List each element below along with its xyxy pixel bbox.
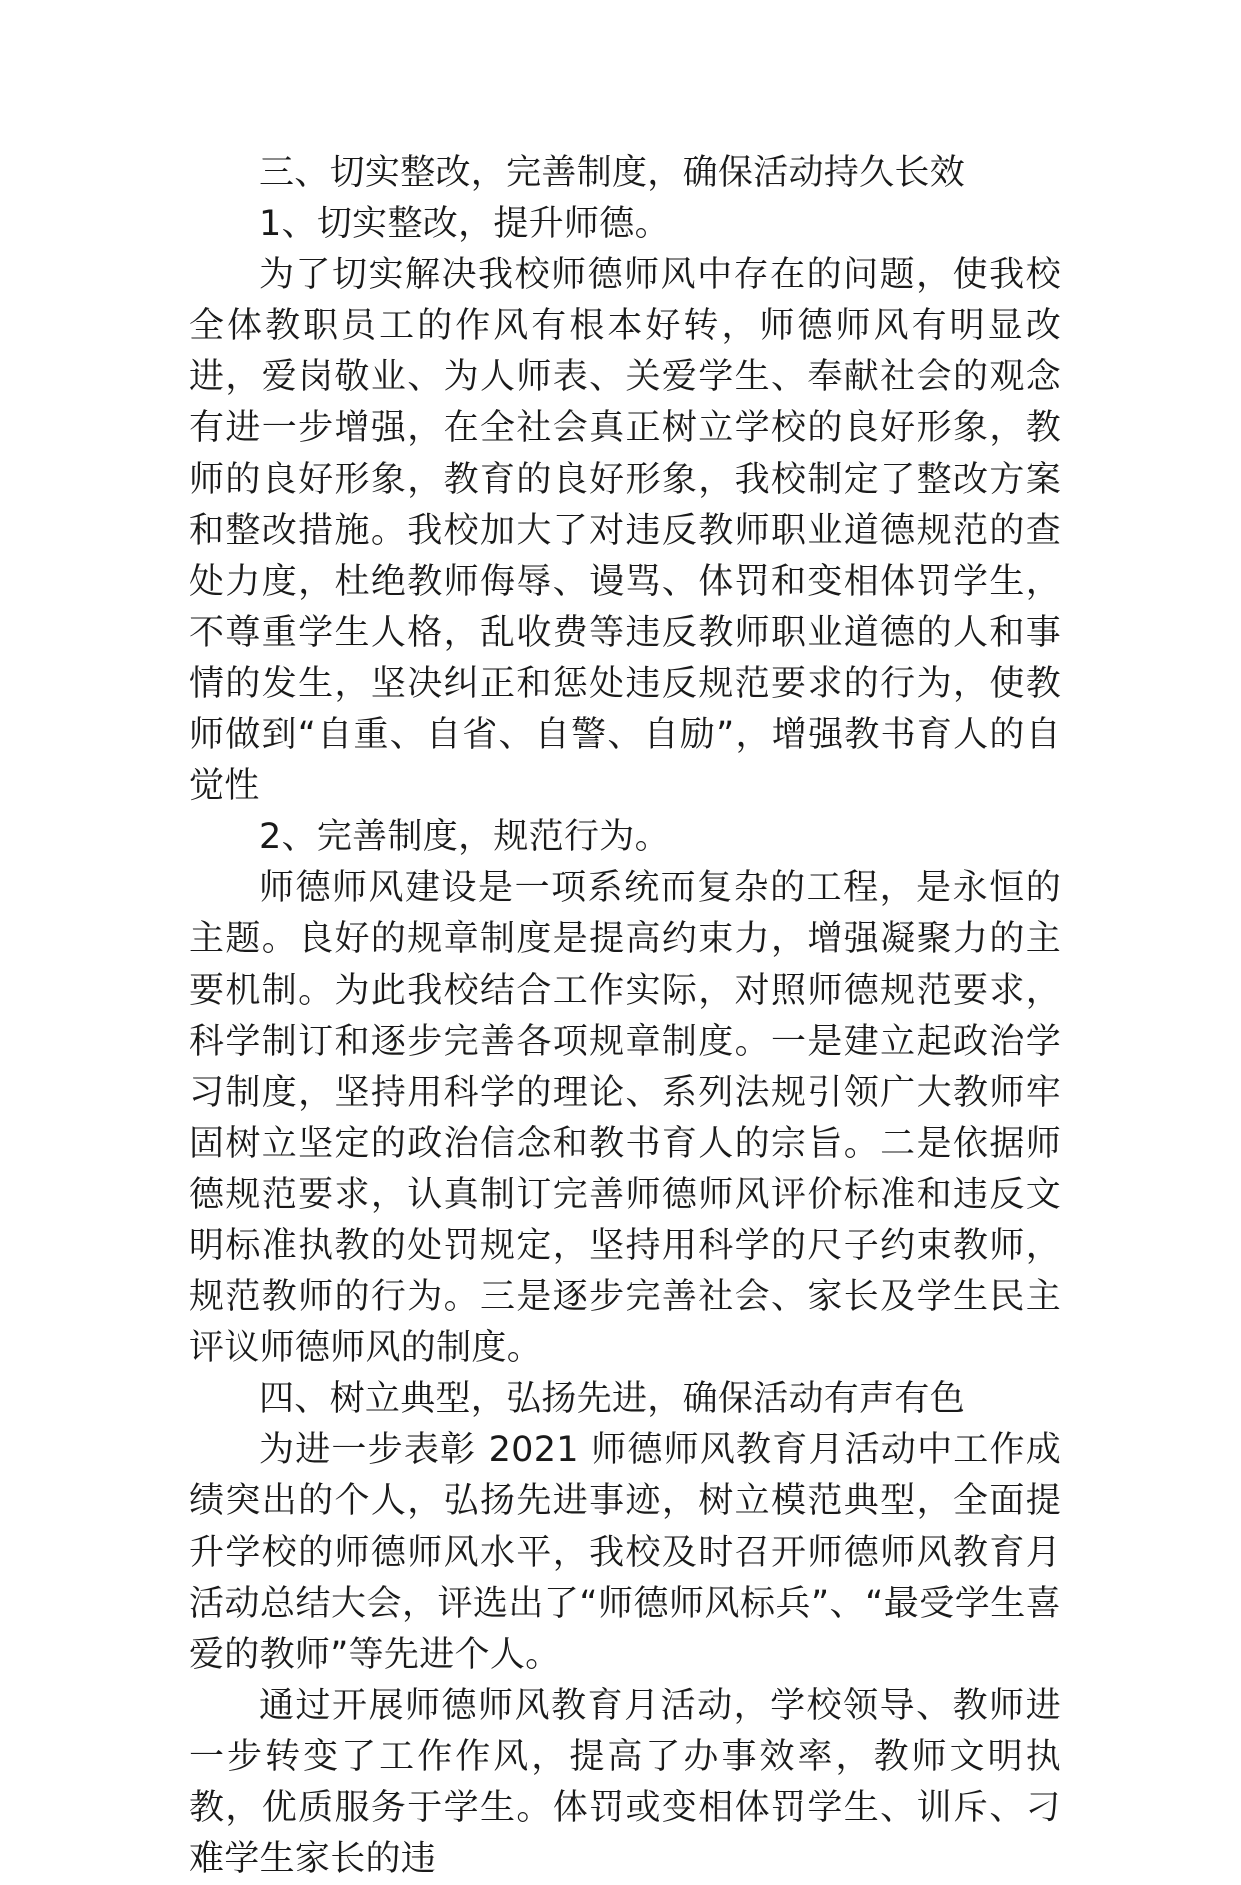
subheading-rectify: 1、切实整改，提升师德。 [259, 204, 670, 245]
body-paragraph-rectify: 为了切实解决我校师德师风中存在的问题，使我校全体教职员工的作风有根本好转，师德师风有明显改进，爱岗敬业、为人师表、关爱学生、奉献社会的观念有进一步增强，在全社会真正树立学校的良好形象，教师的良好形象，教育的良好形象，我校制定了整改方案和整改措施。我校加大了对违反教师职业道德规范的查处力度，杜绝教师侮辱、谩骂、体罚和变相体罚学生，不尊重学生人格，乱收费等违反教师职业道德的人和事情的发生，坚决纠正和惩处违反规范要求的行为，使教师做到“自重、自省、自警、自励”，增强教书育人的自觉性 [189, 255, 1061, 807]
body-paragraph-commend: 为进一步表彰 2021 师德师风教育月活动中工作成绩突出的个人，弘扬先进事迹，树立模范典型，全面提升学校的师德师风水平，我校及时召开师德师风教育月活动总结大会，评选出了“师德师风标兵”、“最受学生喜爱的教师”等先进个人。 [189, 1430, 1061, 1675]
subheading-system: 2、完善制度，规范行为。 [259, 817, 670, 858]
document-page [189, 148, 1061, 1885]
section-heading-3: 三、切实整改，完善制度，确保活动持久长效 [259, 153, 966, 193]
body-paragraph-results: 通过开展师德师风教育月活动，学校领导、教师进一步转变了工作作风，提高了办事效率，教师文明执教，优质服务于学生。体罚或变相体罚学生、训斥、刁难学生家长的违 [189, 1685, 1061, 1880]
section-heading-4: 四、树立典型，弘扬先进，确保活动有声有色 [259, 1379, 966, 1420]
body-paragraph-system: 师德师风建设是一项系统而复杂的工程，是永恒的主题。良好的规章制度是提高约束力，增强凝聚力的主要机制。为此我校结合工作实际，对照师德规范要求，科学制订和逐步完善各项规章制度。一是建立起政治学习制度，坚持用科学的理论、系列法规引领广大教师牢固树立坚定的政治信念和教书育人的宗旨。二是依据师德规范要求，认真制订完善师德师风评价标准和违反文明标准执教的处罚规定，坚持用科学的尺子约束教师，规范教师的行为。三是逐步完善社会、家长及学生民主评议师德师风的制度。 [189, 868, 1061, 1369]
